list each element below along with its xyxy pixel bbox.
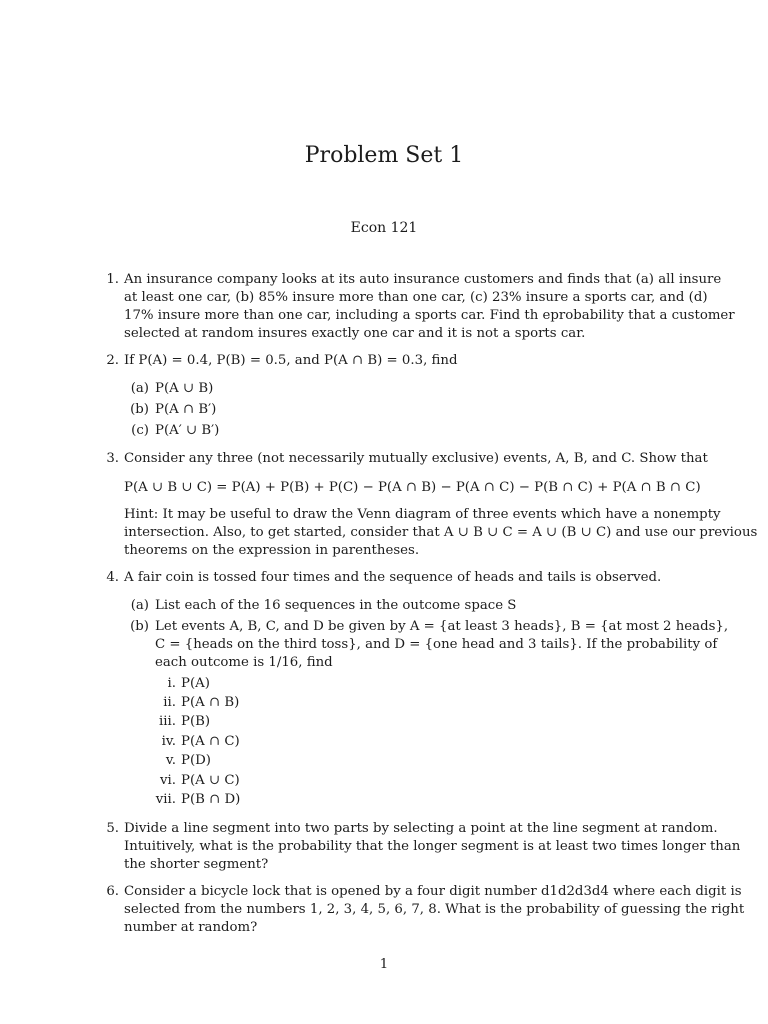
problem-6-line: number at random?	[124, 920, 258, 935]
problem-5-line: Divide a line segment into two parts by selecting a point at the line segment at random.	[124, 821, 718, 836]
hint-line: intersection. Also, to get started, consider that A ∪ B ∪ C = A ∪ (B ∪ C) and use our previous	[124, 525, 758, 540]
subpart-label: i.	[167, 676, 176, 691]
part-text: each outcome is 1/16, find	[155, 655, 333, 670]
problem-2-number: 2.	[106, 353, 119, 368]
problem-1-line: An insurance company looks at its auto insurance customers and finds that (a) all insure	[124, 272, 722, 287]
hint-line: theorems on the expression in parentheses.	[124, 543, 420, 558]
problem-1-line: 17% insure more than one car, including a sports car. Find th eprobability that a customer	[124, 308, 735, 323]
subpart-text: P(A ∩ B)	[181, 695, 240, 710]
subpart-text: P(A ∪ C)	[181, 773, 240, 788]
subpart-text: P(B ∩ D)	[181, 792, 241, 807]
problem-5-number: 5.	[106, 821, 119, 836]
subpart-label: vi.	[160, 773, 176, 788]
part-label: (b)	[130, 402, 149, 417]
part-text: P(A ∩ B′)	[155, 402, 217, 417]
part-text: C = {heads on the third toss}, and D = {one head and 3 tails}. If the probability of	[155, 637, 718, 652]
hint-line: Hint: It may be useful to draw the Venn diagram of three events which have a nonempty	[124, 507, 721, 522]
subpart-label: v.	[165, 753, 176, 768]
part-label: (a)	[130, 598, 149, 613]
subpart-text: P(B)	[181, 714, 211, 729]
subpart-text: P(D)	[181, 753, 211, 768]
problem-3-equation: P(A ∪ B ∪ C) = P(A) + P(B) + P(C) − P(A ∩ B) − P(A ∩ C) − P(B ∩ C) + P(A ∩ B ∩ C)	[124, 480, 701, 495]
problem-2-line: If P(A) = 0.4, P(B) = 0.5, and P(A ∩ B) = 0.3, find	[124, 353, 458, 368]
problem-5-line: Intuitively, what is the probability that the longer segment is at least two times longer than	[124, 839, 741, 854]
problem-6-line: selected from the numbers 1, 2, 3, 4, 5, 6, 7, 8. What is the probability of guessing the right	[124, 902, 745, 917]
subpart-text: P(A ∩ C)	[181, 734, 240, 749]
problem-5-line: the shorter segment?	[124, 857, 269, 872]
problem-3-line: Consider any three (not necessarily mutually exclusive) events, A, B, and C. Show that	[124, 451, 708, 466]
problem-1-number: 1.	[106, 272, 119, 287]
part-text: P(A′ ∪ B′)	[155, 423, 220, 438]
problem-4-line: A fair coin is tossed four times and the sequence of heads and tails is observed.	[124, 570, 662, 585]
page-number: 1	[379, 957, 389, 972]
part-text: Let events A, B, C, and D be given by A = {at least 3 heads}, B = {at most 2 heads},	[155, 619, 729, 634]
subpart-text: P(A)	[181, 676, 210, 691]
part-text: P(A ∪ B)	[155, 381, 214, 396]
part-label: (b)	[130, 619, 149, 634]
part-text: List each of the 16 sequences in the outcome space S	[155, 598, 517, 613]
subpart-label: iii.	[159, 714, 176, 729]
problem-6-line: Consider a bicycle lock that is opened by a four digit number d1d2d3d4 where each digit is	[124, 884, 742, 899]
problem-1-line: at least one car, (b) 85% insure more than one car, (c) 23% insure a sports car, and (d)	[124, 290, 708, 305]
part-label: (c)	[131, 423, 149, 438]
problem-4-number: 4.	[106, 570, 119, 585]
page-title: Problem Set 1	[304, 143, 464, 168]
problem-6-number: 6.	[106, 884, 119, 899]
course-subtitle: Econ 121	[350, 220, 418, 236]
problem-1-line: selected at random insures exactly one car and it is not a sports car.	[124, 326, 586, 341]
problem-3-number: 3.	[106, 451, 119, 466]
part-label: (a)	[130, 381, 149, 396]
subpart-label: ii.	[163, 695, 176, 710]
subpart-label: iv.	[161, 734, 176, 749]
subpart-label: vii.	[155, 792, 176, 807]
